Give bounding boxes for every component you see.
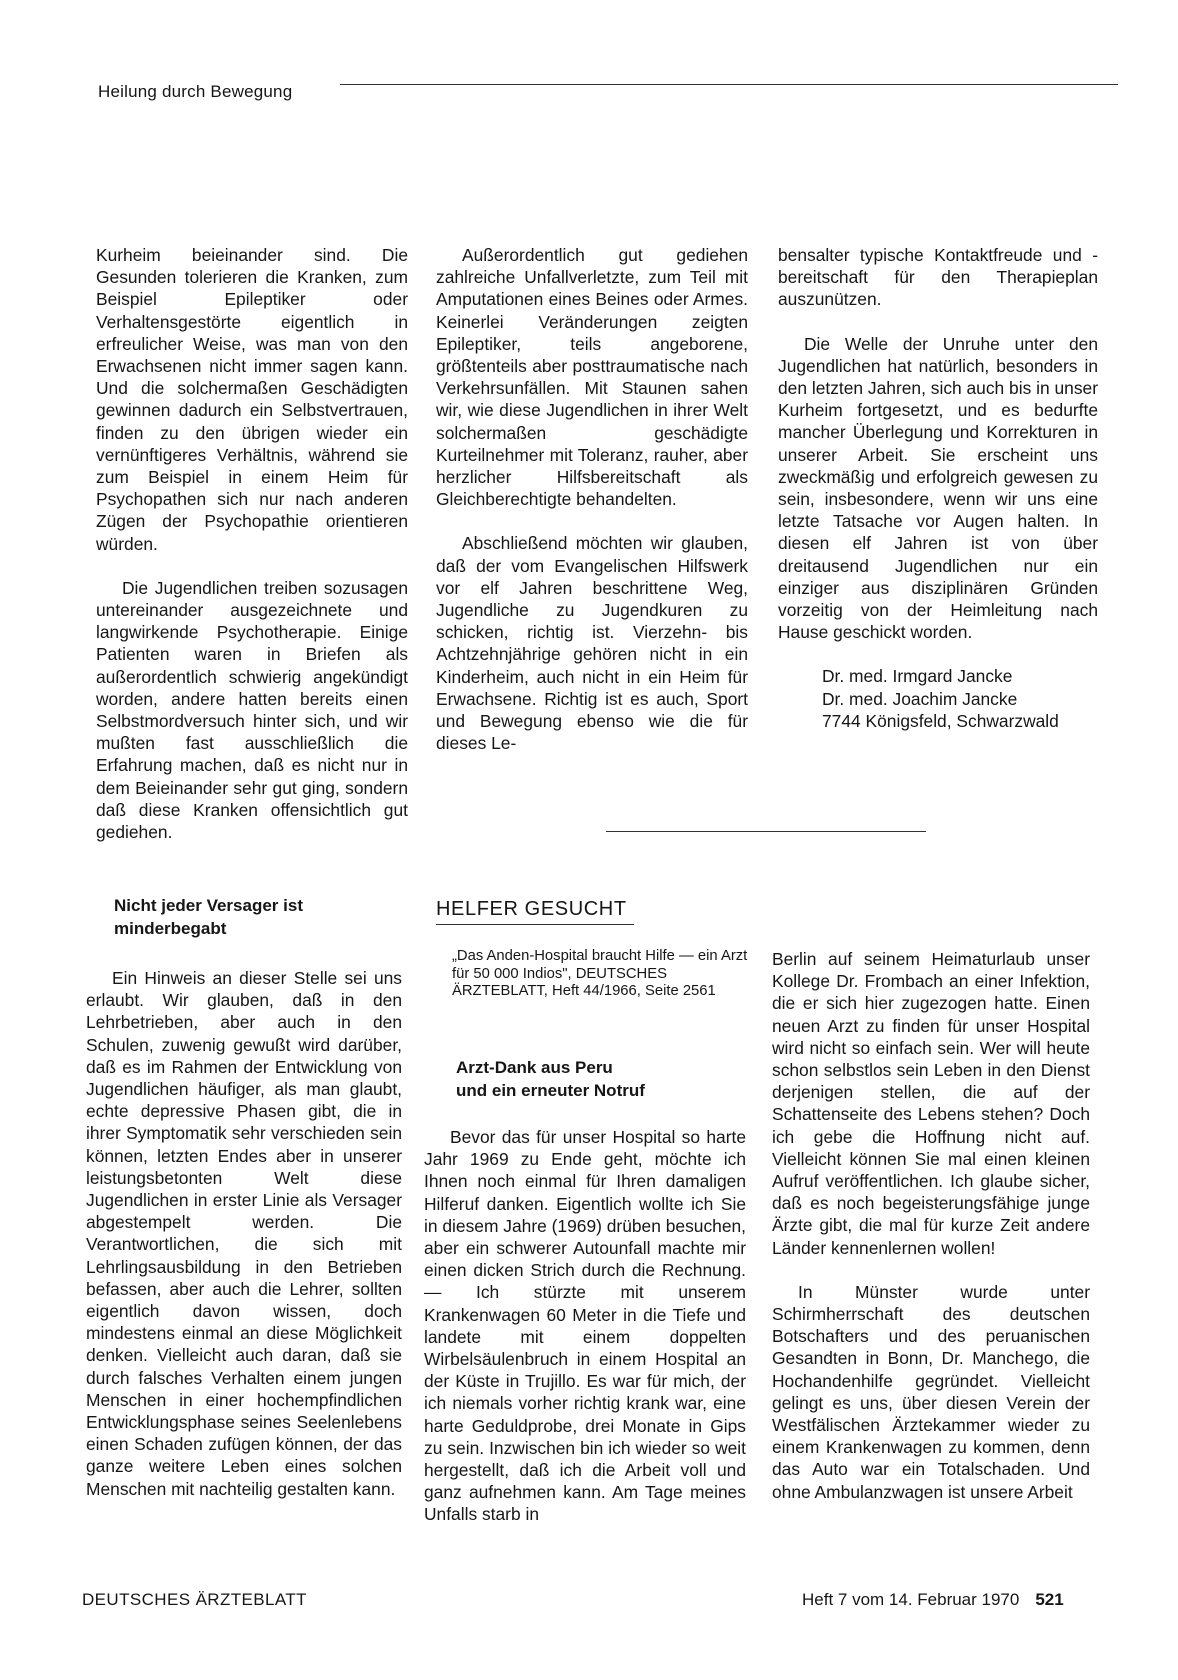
paragraph: Berlin auf seinem Heimaturlaub unser Kollege Dr. Frombach an einer Infektion, die er sich hier zugezogen hatte. Einen neuen Arzt zu finden für unser Hospital wird nicht so einfach sein. Wer will heute schon selbstlos sein Leben in den Dienst derjenigen stellen, die auf der Schattenseite des Lebens stehen? Doch ich gebe die Hoffnung nicht auf. Vielleicht können Sie mal einen kleinen Aufruf veröffentlichen. Ich glaube sicher, daß es noch begeisterungsfähige junge Ärzte gibt, die mal für kurze Zeit andere Länder kennenlernen wollen! <box>772 949 1090 1258</box>
paragraph: Kurheim beieinander sind. Die Gesunden tolerieren die Kranken, zum Beispiel Epileptiker oder Verhaltensgestörte eigentlich in erfreulicher Weise, was man von den Erwachsenen nicht immer sagen kann. Und die solchermaßen Geschädigten gewinnen dadurch ein Selbstvertrauen, finden zu den übrigen wieder ein vernünftigeres Verhältnis, während sie zum Beispiel in einem Heim für Psychopathen sich nur nach anderen Zügen der Psychopathie orientieren würden. <box>96 245 408 554</box>
running-head: Heilung durch Bewegung <box>98 82 293 101</box>
letter-heading <box>456 1056 756 1102</box>
author-name-2: Dr. med. Joachim Jancke <box>822 688 1018 709</box>
journal-name: DEUTSCHES ÄRZTEBLATT <box>82 1590 307 1609</box>
author-signature <box>778 665 1098 732</box>
letter-heading-line: und ein erneuter Notruf <box>456 1081 645 1100</box>
author-address: 7744 Königsfeld, Schwarzwald <box>822 710 1059 731</box>
section-title: HELFER GESUCHT <box>436 898 627 920</box>
article-separator-rule <box>606 831 926 832</box>
section-heading-line: minderbegabt <box>114 919 227 938</box>
article-column-1 <box>96 244 408 843</box>
header-rule <box>340 84 1118 85</box>
page-number: 521 <box>1035 1590 1064 1609</box>
paragraph: bensalter typische Kontaktfreude und -bereitschaft für den Therapieplan auszunützen. <box>778 245 1098 310</box>
section-heading-line: Nicht jeder Versager ist <box>114 896 303 915</box>
paragraph: Bevor das für unser Hospital so harte Jahr 1969 zu Ende geht, möchte ich Ihnen noch einmal für Ihren damaligen Hilferuf danken. Eigentlich wollte ich Sie in diesem Jahre (1969) drüben besuchen, aber ein schwerer Autounfall machte mir einen dicken Strich durch die Rechnung. — Ich stürzte mit unserem Krankenwagen 60 Meter in die Tiefe und landete mit einem doppelten Wirbelsäulenbruch in einem Hospital an der Küste in Trujillo. Es war für mich, der ich niemals vorher richtig krank war, eine harte Geduldprobe, drei Monate in Gips zu sein. Inzwischen bin ich wieder so weit hergestellt, daß ich die Arbeit voll und ganz aufnehmen kann. Am Tage meines Unfalls starb in <box>424 1127 746 1525</box>
paragraph: In Münster wurde unter Schirmherrschaft des deutschen Botschafters und des peruanischen Gesandten in Bonn, Dr. Manchego, die Hochandenhilfe gegründet. Vielleicht gelingt es uns, über diesen Verein der Westfälischen Ärztekammer wieder zu einem Krankenwagen zu kommen, denn das Auto war ein Totalschaden. Und ohne Ambulanzwagen ist unsere Arbeit <box>772 1281 1090 1502</box>
article-column-5 <box>424 1126 746 1526</box>
paragraph: Ein Hinweis an dieser Stelle sei uns erlaubt. Wir glauben, daß in den Lehrbetrieben, aber auch in den Schulen, zuwenig gewußt wird darüber, daß es im Rahmen der Entwicklung von Jugendlichen häufiger, als man glaubt, echte depressive Phasen gibt, die in ihrer Symptomatik sehr verschieden sein können, letzten Endes aber in unserer leistungsbetonten Welt diese Jugendlichen in erster Linie als Versager abgestempelt werden. Die Verantwortlichen, die sich mit Lehrlingsausbildung in den Betrieben befassen, aber auch die Lehrer, sollten eigentlich davon wissen, doch mindestens einmal an diese Möglichkeit denken. Vielleicht auch daran, daß sie durch falsches Verhalten einem jungen Menschen in einer hochempfindlichen Entwicklungsphase seines Seelenlebens einen Schaden zufügen können, der das ganze weitere Leben eines solchen Menschen mit nachteilig gestalten kann. <box>86 968 402 1499</box>
article-column-2 <box>436 244 748 754</box>
section-heading <box>114 894 414 940</box>
issue-date: Heft 7 vom 14. Februar 1970 <box>802 1590 1020 1609</box>
citation: „Das Anden-Hospital braucht Hilfe — ein Arzt für 50 000 Indios", DEUTSCHES ÄRZTEBLATT, Heft 44/1966, Seite 2561 <box>452 948 748 999</box>
issue-info <box>802 1590 1064 1610</box>
letter-heading-line: Arzt-Dank aus Peru <box>456 1058 613 1077</box>
article-column-6 <box>772 948 1090 1503</box>
article-column-4 <box>86 967 402 1500</box>
paragraph: Die Jugendlichen treiben sozusagen untereinander ausgezeichnete und langwirkende Psychotherapie. Einige Patienten waren in Briefen als außerordentlich schwierig angekündigt worden, andere hatten bereits einen Selbstmordversuch hinter sich, und wir mußten fast ausschließlich die Erfahrung machen, daß es nicht nur in dem Beieinander sehr gut ging, sondern daß diese Kranken offensichtlich gut gediehen. <box>96 577 408 843</box>
article-column-3 <box>778 244 1098 732</box>
paragraph: Außerordentlich gut gediehen zahlreiche Unfallverletzte, zum Teil mit Amputationen eines Beines oder Armes. Keinerlei Veränderungen zeigten Epileptiker, teils angeborene, größtenteils aber posttraumatische nach Verkehrsunfällen. Mit Staunen sahen wir, wie diese Jugendlichen in ihrer Welt solchermaßen geschädigte Kurteilnehmer mit Toleranz, rauher, aber herzlicher Hilfsbereitschaft als Gleichberechtigte behandelten. <box>436 245 748 510</box>
author-name-1: Dr. med. Irmgard Jancke <box>822 666 1013 687</box>
paragraph: Abschließend möchten wir glauben, daß der vom Evangelischen Hilfswerk vor elf Jahren beschrittene Weg, Jugendliche zu Jugendkuren zu schicken, richtig ist. Vierzehn- bis Achtzehnjährige gehören nicht in ein Kinderheim, auch nicht in ein Heim für Erwachsene. Richtig ist es auch, Sport und Bewegung ebenso wie die für dieses Le- <box>436 533 748 754</box>
paragraph: Die Welle der Unruhe unter den Jugendlichen hat natürlich, besonders in den letzten Jahren, sich auch bis in unser Kurheim fortgesetzt, und es bedurfte mancher Überlegung und Korrekturen in unserer Arbeit. Sie erscheint uns zweckmäßig und erfolgreich gewesen zu sein, insbesondere, wenn wir uns eine letzte Tatsache vor Augen halten. In diesen elf Jahren ist von über dreitausend Jugendlichen nur ein einziger aus disziplinären Gründen vorzeitig von der Heimleitung nach Hause geschickt worden. <box>778 333 1098 643</box>
section-title-rule <box>436 924 634 925</box>
